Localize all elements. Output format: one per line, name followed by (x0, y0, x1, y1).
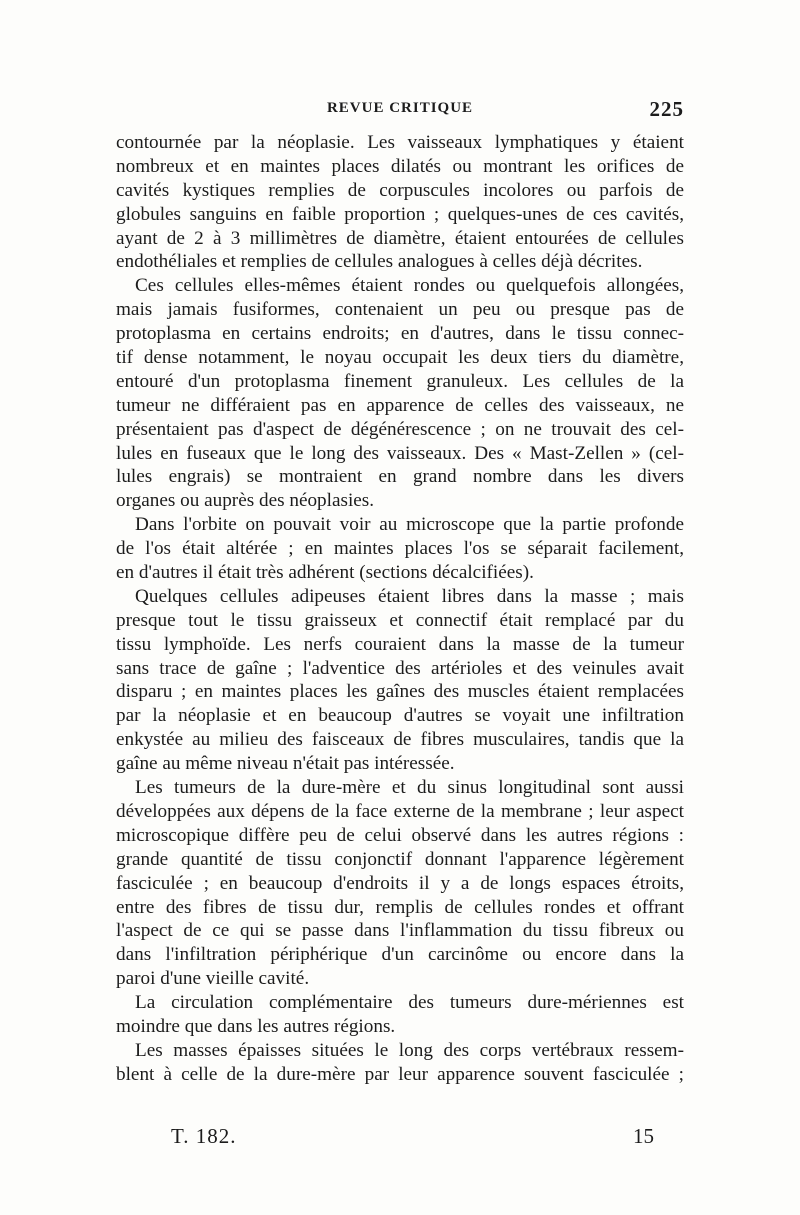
text-line: entre des fibres de tissu dur, remplis de cellules rondes et offrant (116, 896, 684, 918)
text-line: lules en fuseaux que le long des vaisseaux. Des « Mast-Zellen » (cel- (116, 442, 684, 464)
text-line: organes ou auprès des néoplasies. (116, 490, 375, 512)
text-line: lules engrais) se montraient en grand nombre dans les divers (116, 466, 684, 488)
text-line: dans l'infiltration périphérique d'un carcinôme ou encore dans la (116, 944, 684, 966)
text-line: ayant de 2 à 3 millimètres de diamètre, étaient entourées de cellules (116, 227, 684, 249)
text-line: en d'autres il était très adhérent (sections décalcifiées). (116, 562, 534, 584)
text-line: par la néoplasie et en beaucoup d'autres se voyait une infiltration (116, 705, 684, 727)
text-line: moindre que dans les autres régions. (116, 1015, 396, 1037)
text-line: Dans l'orbite on pouvait voir au microscope que la partie profonde (135, 514, 684, 536)
text-line: Les tumeurs de la dure-mère et du sinus longitudinal sont aussi (135, 777, 684, 799)
text-line: globules sanguins en faible proportion ; quelques-unes de ces cavités, (116, 203, 684, 225)
text-line: presque tout le tissu graisseux et connectif était remplacé par du (116, 609, 684, 631)
running-title: REVUE CRITIQUE (326, 100, 474, 116)
running-head (116, 97, 684, 124)
text-line: l'aspect de ce qui se passe dans l'inflammation du tissu fibreux ou (116, 920, 684, 942)
text-line: sans trace de gaîne ; l'adventice des artérioles et des veinules avait (116, 657, 684, 679)
text-line: cavités kystiques remplies de corpuscules incolores ou parfois de (116, 179, 684, 201)
text-line: fasciculée ; en beaucoup d'endroits il y a de longs espaces étroits, (116, 872, 684, 894)
body-text (116, 131, 684, 1087)
text-line: paroi d'une vieille cavité. (116, 968, 310, 990)
text-line: de l'os était altérée ; en maintes places l'os se séparait facilement, (116, 538, 684, 560)
text-line: Les masses épaisses situées le long des corps vertébraux ressem- (135, 1039, 684, 1061)
text-line: entouré d'un protoplasma finement granuleux. Les cellules de la (116, 370, 684, 392)
text-line: blent à celle de la dure-mère par leur apparence souvent fasciculée ; (116, 1063, 684, 1085)
text-line: mais jamais fusiformes, contenaient un peu ou presque pas de (116, 299, 684, 321)
text-line: tif dense notamment, le noyau occupait les deux tiers du diamètre, (116, 347, 684, 369)
page-footer (171, 1124, 654, 1150)
text-line: protoplasma en certains endroits; en d'autres, dans le tissu connec- (116, 323, 684, 345)
text-line: présentaient pas d'aspect de dégénérescence ; on ne trouvait des cel- (116, 418, 684, 440)
text-line: développées aux dépens de la face externe de la membrane ; leur aspect (116, 800, 684, 822)
page-number: 225 (649, 97, 684, 121)
text-line: contournée par la néoplasie. Les vaisseaux lymphatiques y étaient (116, 132, 684, 153)
text-line: disparu ; en maintes places les gaînes des muscles étaient remplacées (116, 681, 684, 703)
text-line: nombreux et en maintes places dilatés ou montrant les orifices de (116, 155, 684, 177)
text-line: Quelques cellules adipeuses étaient libres dans la masse ; mais (135, 585, 684, 607)
text-line: tissu lymphoïde. Les nerfs couraient dans la masse de la tumeur (116, 633, 684, 655)
text-line: La circulation complémentaire des tumeurs dure-mériennes est (135, 992, 684, 1014)
text-line: gaîne au même niveau n'était pas intéressée. (116, 753, 455, 775)
text-line: grande quantité de tissu conjonctif donnant l'apparence légèrement (116, 848, 684, 870)
text-line: microscopique diffère peu de celui observé dans les autres régions : (116, 824, 684, 846)
text-line: enkystée au milieu des faisceaux de fibres musculaires, tandis que la (116, 729, 684, 751)
signature-mark: 15 (633, 1124, 654, 1148)
text-line: endothéliales et remplies de cellules analogues à celles déjà décrites. (116, 251, 643, 273)
text-line: Ces cellules elles-mêmes étaient rondes ou quelquefois allongées, (135, 275, 684, 297)
text-line: tumeur ne différaient pas en apparence de celles des vaisseaux, ne (116, 394, 684, 416)
volume-number: T. 182. (171, 1124, 237, 1148)
